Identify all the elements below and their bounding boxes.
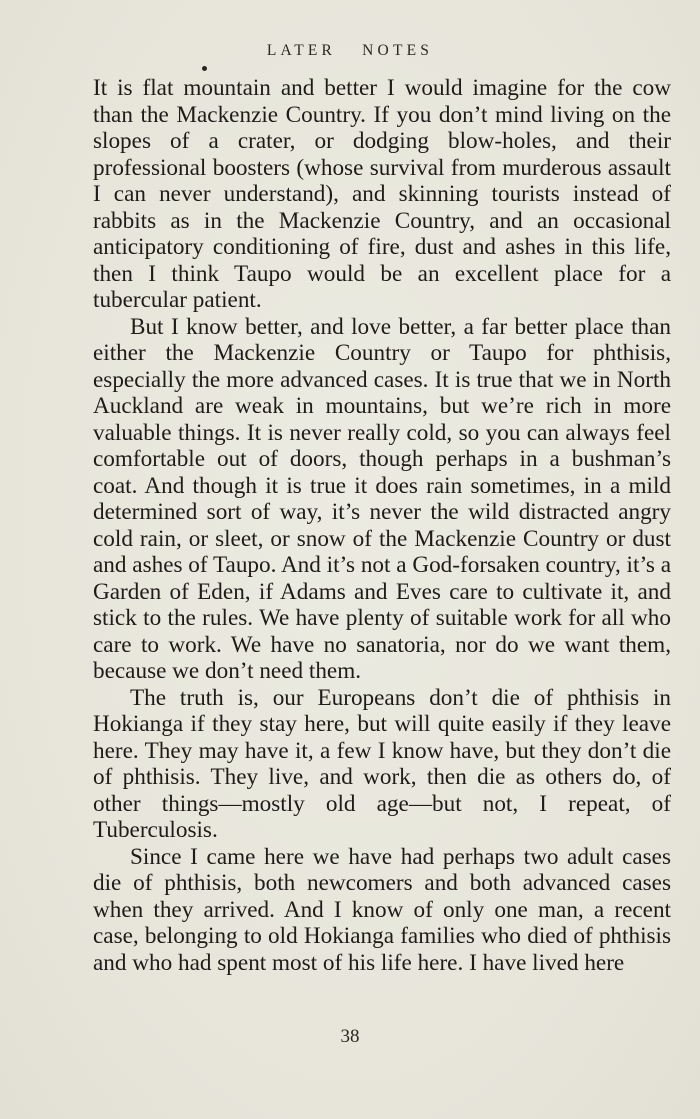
body-text <box>93 75 671 976</box>
page-number: 38 <box>340 1026 360 1047</box>
running-head: LATER NOTES <box>266 42 434 59</box>
paragraph-1: It is flat mountain and better I would imagine for the cow than the Mackenzie Country. If you don’t mind living on the slopes of a crater, or dodging blow-holes, and their professional boosters (whose survival from murderous assault I can never understand), and skinning tourists instead of rabbits as in the Mackenzie Country, and an occasional anticipatory conditioning of fire, dust and ashes in this life, then I think Taupo would be an excellent place for a tubercular patient. <box>93 75 671 313</box>
paragraph-2: But I know better, and love better, a far better place than either the Mackenzie Country or Taupo for phthisis, especially the more advanced cases. It is true that we in North Auckland are weak in mountains, but we’re rich in more valuable things. It is never really cold, so you can always feel comfortable out of doors, though perhaps in a bushman’s coat. And though it is true it does rain sometimes, in a mild determined sort of way, it’s never the wild distracted angry cold rain, or sleet, or snow of the Mackenzie Country or dust and ashes of Taupo. And it’s not a God-forsaken country, it’s a Garden of Eden, if Adams and Eves care to cultivate it, and stick to the rules. We have plenty of suitable work for all who care to work. We have no sanatoria, nor do we want them, because we don’t need them. <box>93 313 671 684</box>
ink-speck <box>202 66 207 71</box>
paragraph-3: The truth is, our Europeans don’t die of phthisis in Hokianga if they stay here, but will quite easily if they leave here. They may have it, a few I know have, but they don’t die of phthisis. They live, and work, then die as others do, of other things—mostly old age—but not, I repeat, of Tuberculosis. <box>93 684 671 843</box>
paragraph-4: Since I came here we have had perhaps two adult cases die of phthisis, both newcomers and both advanced cases when they arrived. And I know of only one man, a recent case, belonging to old Hokianga families who died of phthisis and who had spent most of his life here. I have lived here <box>93 843 671 976</box>
